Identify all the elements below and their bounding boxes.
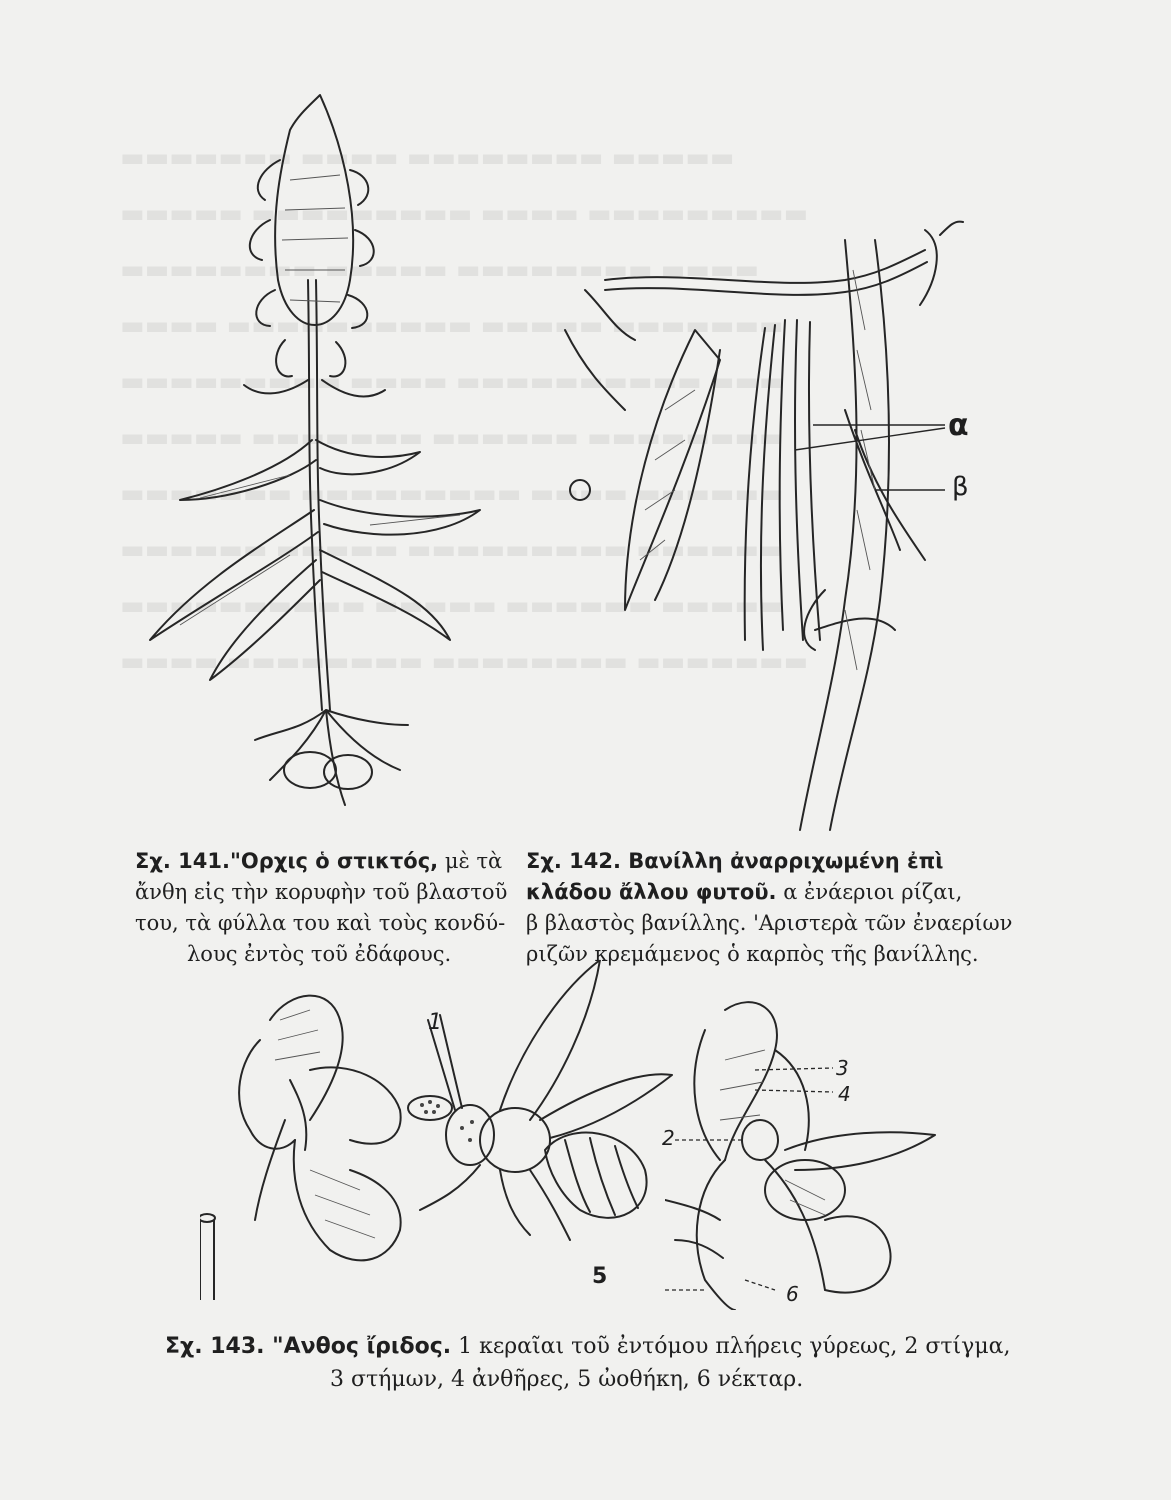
vanilla-drawing <box>545 210 990 850</box>
iris-section-drawing <box>665 990 950 1310</box>
iris-flower-illustration <box>200 980 420 1300</box>
caption-142-line-4: ριζῶν κρεμάμενος ὁ καρπὸς τῆς βανίλλης. <box>526 942 979 966</box>
label-beta: β <box>952 472 969 502</box>
label-2: 2 <box>662 1126 675 1150</box>
caption-fig-141 <box>135 846 508 970</box>
bleed-through-texture: ▬▬▬▬▬▬▬ ▬▬▬▬ ▬▬▬▬▬▬▬▬ ▬▬▬▬▬ ▬▬▬▬▬ ▬▬▬▬▬▬▬▬▬ ▬▬▬▬ ▬▬▬▬▬▬▬▬▬ ▬▬▬▬▬▬▬▬ ▬▬▬▬▬ ▬▬▬▬▬▬▬▬ ▬▬▬▬ ▬▬▬▬ ▬▬▬▬▬▬▬▬▬▬ ▬▬▬▬▬ ▬▬▬▬▬▬▬ ▬▬▬▬▬▬▬▬▬ ▬▬▬▬ ▬▬▬▬▬▬▬▬▬▬ ▬▬▬ ▬▬▬▬▬ ▬▬▬▬▬▬▬ ▬▬▬▬▬▬ ▬▬▬▬▬▬▬▬ ▬▬▬▬▬▬▬ ▬▬▬▬▬▬▬▬▬ ▬▬▬▬ ▬▬▬▬▬▬ ▬▬▬▬▬▬ ▬▬▬▬▬ ▬▬▬▬▬▬▬▬▬ ▬▬▬▬▬▬ ▬▬▬▬▬▬▬▬▬▬ ▬▬▬▬▬ ▬▬▬▬▬▬ ▬▬▬▬▬ ▬▬▬▬ ▬▬▬▬▬▬▬▬ ▬▬▬▬▬▬▬▬ ▬▬▬▬▬▬▬ <box>120 143 809 677</box>
orchid-drawing <box>140 80 520 820</box>
caption-141-lead: Σχ. 141."Ορχις ὁ στικτός, <box>135 849 439 873</box>
bee-illustration <box>400 960 675 1250</box>
iris-flower-drawing <box>200 980 420 1300</box>
caption-141-line-3: του, τὰ φύλλα του καὶ τοὺς κονδύ- <box>135 911 506 935</box>
label-6: 6 <box>786 1282 799 1306</box>
label-3: 3 <box>836 1056 849 1080</box>
label-4: 4 <box>838 1082 851 1106</box>
caption-141-line-4: λους ἐντὸς τοῦ ἐδάφους. <box>187 942 452 966</box>
iris-section-illustration <box>665 990 950 1310</box>
caption-143-line-2: 3 στήμων, 4 ἀνθῆρες, 5 ὠοθήκη, 6 νέκταρ. <box>330 1367 804 1392</box>
label-5: 5 <box>592 1264 608 1289</box>
caption-141-line-2: ἄνθη εἰς τὴν κορυφὴν τοῦ βλαστοῦ <box>135 880 508 904</box>
caption-142-rest-2: α ἐνάεριοι ρίζαι, <box>776 880 963 904</box>
caption-141-rest: μὲ τὰ <box>438 849 503 873</box>
label-alpha: α <box>948 408 969 443</box>
orchid-illustration <box>140 80 520 820</box>
caption-fig-142 <box>526 846 1013 970</box>
caption-143-lead: Σχ. 143. "Ανθος ἴριδος. <box>165 1334 452 1359</box>
vanilla-illustration <box>545 210 990 850</box>
label-1: 1 <box>428 1010 442 1035</box>
bee-drawing <box>400 960 675 1250</box>
caption-143-rest: 1 κεραῖαι τοῦ ἐντόμου πλήρεις γύρεως, 2 στίγμα, <box>451 1334 1011 1359</box>
caption-fig-143 <box>165 1330 1011 1396</box>
caption-142-line-3: β βλαστὸς βανίλλης. 'Αριστερὰ τῶν ἐναερίων <box>526 911 1013 935</box>
caption-142-lead-1: Σχ. 142. Βανίλλη ἀναρριχωμένη ἐπὶ <box>526 849 944 873</box>
caption-142-lead-2: κλάδου ἄλλου φυτοῦ. <box>526 880 777 904</box>
